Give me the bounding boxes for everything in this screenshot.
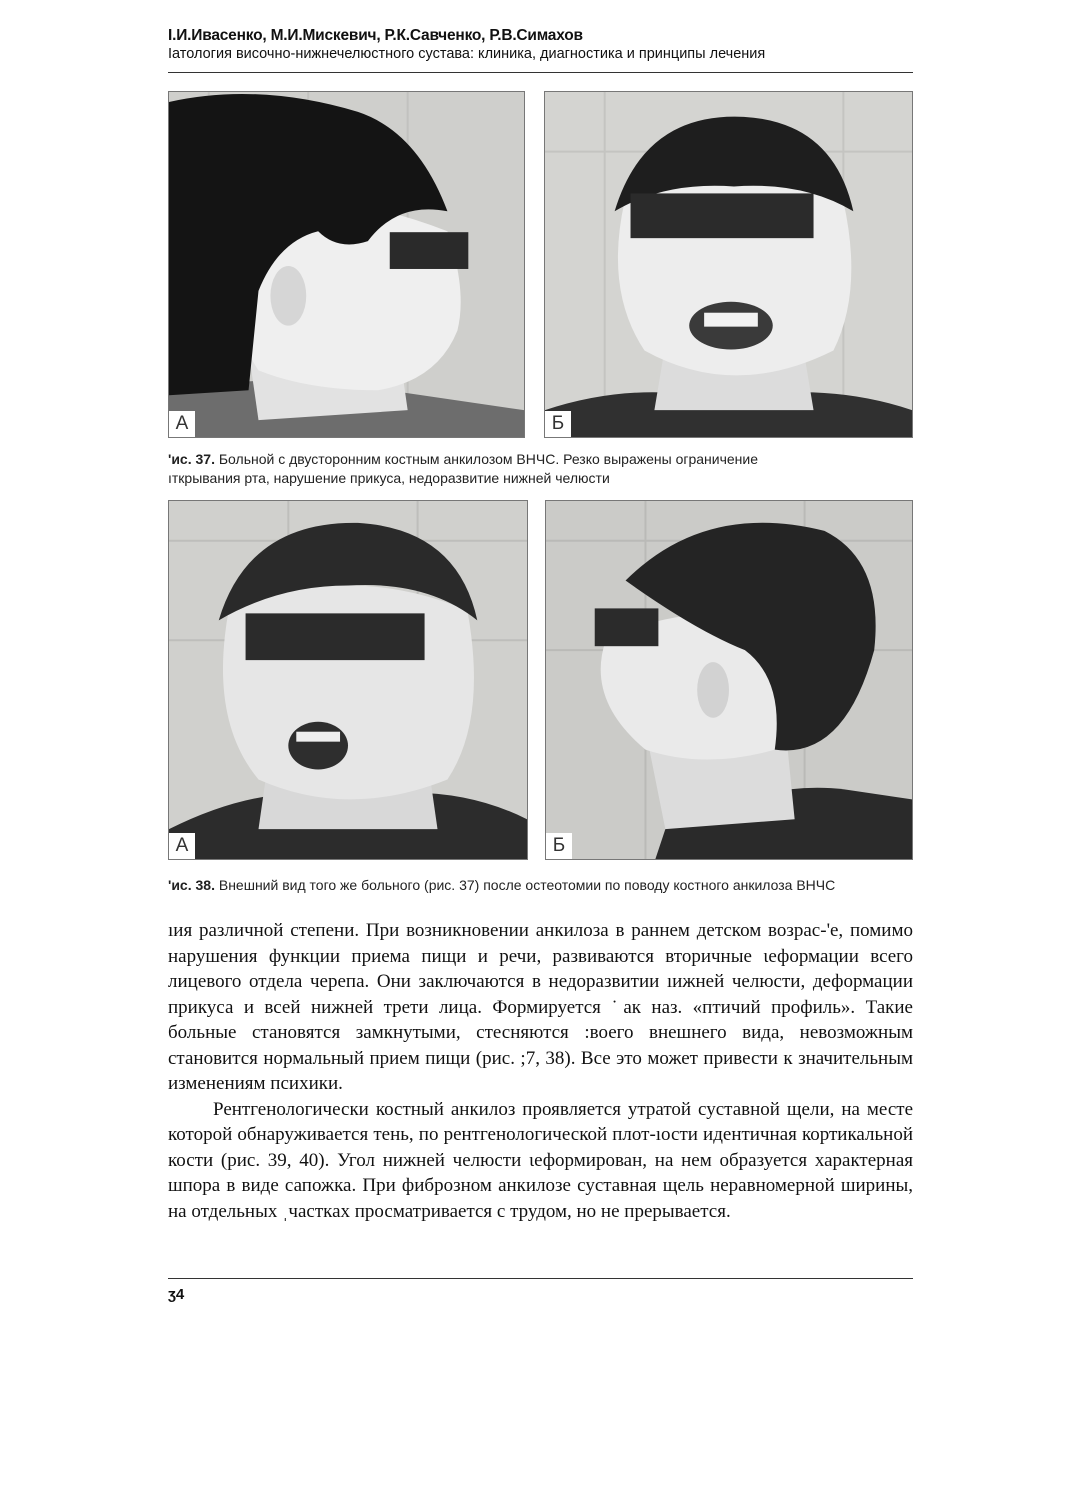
fig38-photo-b [545,500,913,860]
fig38-caption-text: Внешний вид того же больного (рис. 37) после остеотомии по поводу костного анкилоза ВНЧС [214,877,836,893]
fig38-label-b: Б [546,833,572,859]
fig37-photo-b-image [545,92,912,437]
running-header [168,27,913,62]
header-rule [168,72,913,73]
footer-rule [168,1278,913,1279]
fig38-caption-number: 'ис. 38. [168,877,215,893]
fig37-photo-a [168,91,525,438]
fig38-label-a: А [169,833,195,859]
body-paragraph-1: ıия различной степени. При возникновении анкилоза в раннем детском возрас-'е, помимо нарушения функции приема пищи и речи, развиваются вторичные ιеформации всего лицевого отдела черепа. Они заключаются в недоразвитии ıижней челюсти, деформации прикуса и всей нижней трети лица. Формируется ˙ак наз. «птичий профиль». Такие больные становятся замкнутыми, стесняются :воего внешнего вида, невозможным становится нормальный прием пищи (рис. ;7, 38). Все это может привести к значительным изменениям психики. [168,920,913,1094]
fig38-photo-a [168,500,528,860]
fig37-photo-b [544,91,913,438]
body-text [168,918,913,1224]
fig37-caption [168,450,913,488]
fig38-photo-b-image [546,501,912,859]
fig38-photo-a-image [169,501,527,859]
fig37-photo-a-image [169,92,524,437]
header-authors: І.И.Ивасенко, М.И.Мискевич, Р.К.Савченко, Р.В.Симахов [168,27,583,44]
header-title: Іатология височно-нижнечелюстного сустава: клиника, диагностика и принципы лечения [168,46,766,62]
page-number: ʒ4 [168,1286,185,1303]
fig37-caption-text: Больной с двусторонним костным анкилозом ВНЧС. Резко выражены ограничение [214,451,759,467]
fig38-caption [168,876,913,895]
fig37-label-a: А [169,411,195,437]
body-paragraph-2: Рентгенологически костный анкилоз проявляется утратой суставной щели, на месте которой обнаруживается тень, по рентгенологической плот-ıости идентичная кортикальной кости (рис. 39, 40). Угол нижней челюсти ιеформирован, на нем образуется характерная шпора в виде сапожка. При фиброзном анкилозе суставная щель неравномерной ширины, на отдельных ˌчастках просматривается с трудом, но не прерывается. [168,1098,913,1222]
fig37-label-b: Б [545,411,571,437]
fig37-caption-number: 'ис. 37. [168,451,215,467]
fig37-caption-line2: ıткрывания рта, нарушение прикуса, недоразвитие нижней челюсти [168,470,610,486]
